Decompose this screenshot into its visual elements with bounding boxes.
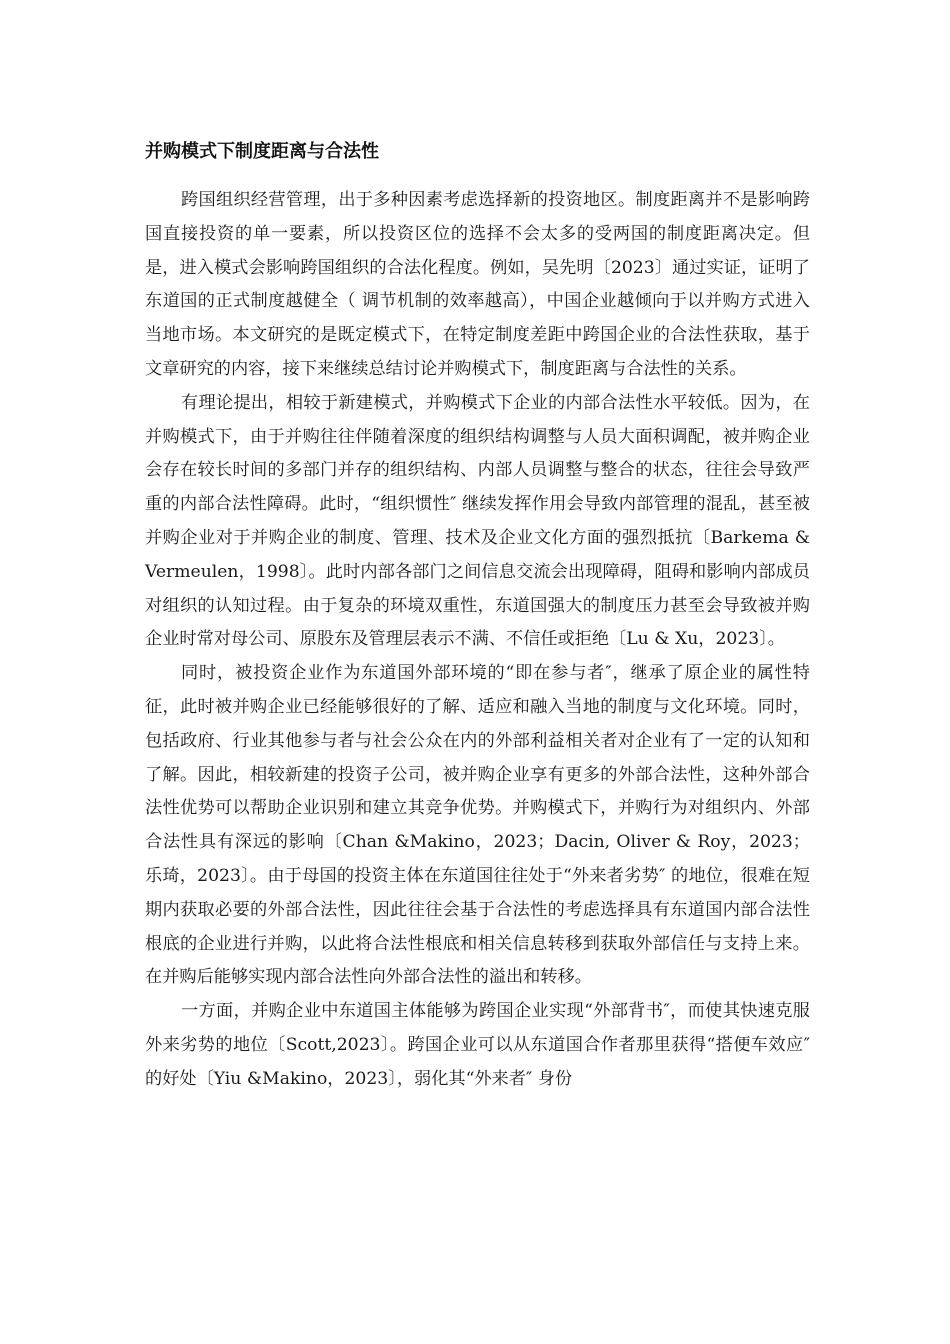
section-heading: 并购模式下制度距离与合法性 [145,141,379,162]
paragraph-4: 一方面，并购企业中东道国主体能够为跨国企业实现“外部背书″，而使其快速克服外来劣势的地位〔Scott,2023〕。跨国企业可以从东道国合作者那里获得“搭便车效应″ 的好处〔Yiu &Makino，2023〕，弱化其“外来者″ 身份 [145,1001,810,1089]
paragraph-3: 同时，被投资企业作为东道国外部环境的“即在参与者″，继承了原企业的属性特征，此时被并购企业已经能够很好的了解、适应和融入当地的制度与文化环境。同时，包括政府、行业其他参与者与社会公众在内的外部利益相关者对企业有了一定的认知和了解。因此，相较新建的投资子公司，被并购企业享有更多的外部合法性，这种外部合法性优势可以帮助企业识别和建立其竞争优势。并购模式下，并购行为对组织内、外部合法性具有深远的影响〔Chan &Makino，2023；Dacin, Oliver & Roy，2023；乐琦，2023〕。由于母国的投资主体在东道国往往处于“外来者劣势″ 的地位，很难在短期内获取必要的外部合法性，因此往往会基于合法性的考虑选择具有东道国内部合法性根底的企业进行并购，以此将合法性根底和相关信息转移到获取外部信任与支持上来。在并购后能够实现内部合法性向外部合法性的溢出和转移。 [145,663,810,988]
document-page [145,132,810,1097]
paragraph-2: 有理论提出，相较于新建模式，并购模式下企业的内部合法性水平较低。因为，在并购模式下，由于并购往往伴随着深度的组织结构调整与人员大面积调配，被并购企业会存在较长时间的多部门并存的组织结构、内部人员调整与整合的状态，往往会导致严重的内部合法性障碍。此时，“组织惯性″ 继续发挥作用会导致内部管理的混乱，甚至被并购企业对于并购企业的制度、管理、技术及企业文化方面的强烈抵抗〔Barkema & Vermeulen，1998〕。此时内部各部门之间信息交流会出现障碍，阻碍和影响内部成员对组织的认知过程。由于复杂的环境双重性，东道国强大的制度压力甚至会导致被并购企业时常对母公司、原股东及管理层表示不满、不信任或拒绝〔Lu & Xu，2023〕。 [145,392,810,650]
paragraph-1: 跨国组织经营管理，出于多种因素考虑选择新的投资地区。制度距离并不是影响跨国直接投资的单一要素，所以投资区位的选择不会太多的受两国的制度距离决定。但是，进入模式会影响跨国组织的合法化程度。例如，吴先明〔2023〕通过实证，证明了东道国的正式制度越健全（ 调节机制的效率越高），中国企业越倾向于以并购方式进入当地市场。本文研究的是既定模式下，在特定制度差距中跨国企业的合法性获取，基于文章研究的内容，接下来继续总结讨论并购模式下，制度距离与合法性的关系。 [145,190,810,379]
